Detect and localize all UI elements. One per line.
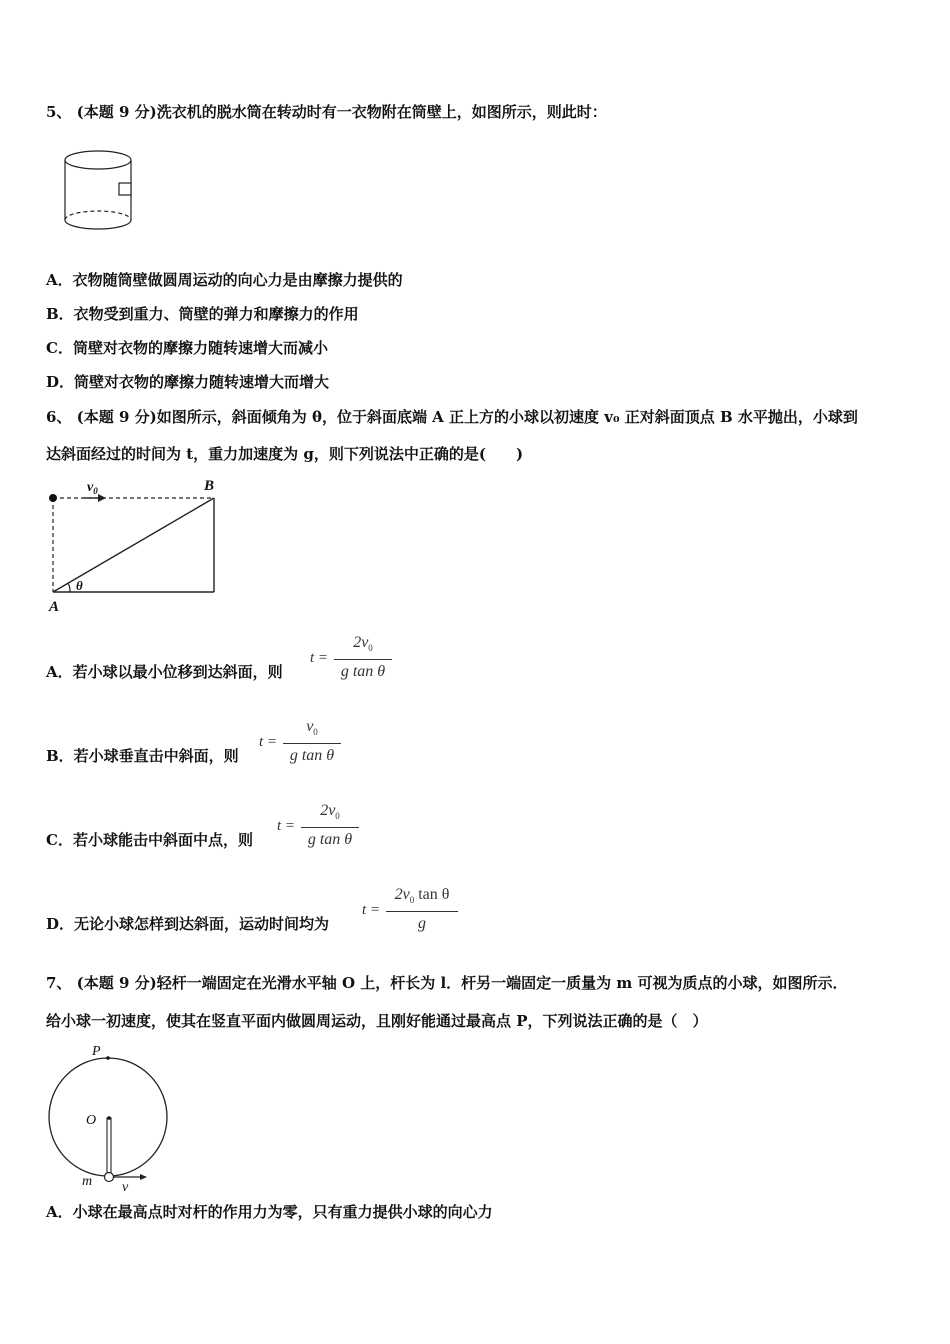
q6-option-a-text: A．若小球以最小位移到达斜面，则 bbox=[46, 663, 283, 681]
point-p-dot bbox=[106, 1056, 110, 1060]
v-label: v bbox=[122, 1180, 129, 1194]
a-label: A bbox=[49, 599, 60, 615]
q6-option-b-formula: t = $v_0$ g tan θ bbox=[259, 718, 349, 770]
q5-option-c: C．筒壁对衣物的摩擦力随转速增大而减小 bbox=[46, 339, 328, 357]
incline-figure bbox=[40, 474, 230, 616]
q6-option-c-formula: t = $2v_0$ g tan θ bbox=[277, 802, 367, 854]
q6-option-c-text: C．若小球能击中斜面中点，则 bbox=[46, 831, 253, 849]
drum-top-ellipse bbox=[65, 151, 131, 169]
q5-option-a: A．衣物随筒壁做圆周运动的向心力是由摩擦力提供的 bbox=[46, 271, 403, 289]
q7-option-a: A．小球在最高点时对杆的作用力为零，只有重力提供小球的向心力 bbox=[46, 1203, 493, 1221]
v-arrow-head bbox=[140, 1174, 147, 1180]
q6-option-d-text: D．无论小球怎样到达斜面，运动时间均为 bbox=[46, 915, 330, 933]
spin-dryer-figure bbox=[60, 146, 140, 238]
clothing-item bbox=[119, 183, 131, 195]
small-ball bbox=[105, 1173, 114, 1182]
velocity-arrow-head bbox=[98, 494, 106, 502]
drum-bottom-front bbox=[65, 220, 131, 229]
theta-arc bbox=[68, 583, 70, 592]
q6-option-b-text: B．若小球垂直击中斜面，则 bbox=[46, 747, 239, 765]
o-label: O bbox=[86, 1113, 97, 1128]
circular-motion-figure bbox=[40, 1036, 180, 1194]
v0-label: $v_0$ bbox=[87, 480, 98, 496]
q6-stem-line2: 达斜面经过的时间为 t，重力加速度为 g，则下列说法中正确的是( ) bbox=[46, 445, 524, 463]
b-label: B bbox=[204, 478, 215, 494]
q5-stem: 5、 (本题 9 分)洗衣机的脱水筒在转动时有一衣物附在筒壁上，如图所示，则此时： bbox=[46, 103, 607, 121]
rod bbox=[107, 1118, 111, 1175]
q6-stem-line1: 6、 (本题 9 分)如图所示，斜面倾角为 θ，位于斜面底端 A 正上方的小球以初速度 v₀ 正对斜面顶点 B 水平抛出，小球到 bbox=[46, 408, 858, 426]
q5-option-d: D．筒壁对衣物的摩擦力随转速增大而增大 bbox=[46, 373, 330, 391]
q6-option-d-formula: t = $2v_0$ tan θ g bbox=[362, 886, 462, 938]
pivot-o bbox=[107, 1116, 111, 1120]
ball bbox=[49, 494, 57, 502]
drum-bottom-back bbox=[65, 211, 131, 220]
m-label: m bbox=[82, 1174, 93, 1189]
q7-stem-line2: 给小球一初速度，使其在竖直平面内做圆周运动，且刚好能通过最高点 P，下列说法正确的是（ ） bbox=[46, 1012, 708, 1030]
q7-stem-line1: 7、 (本题 9 分)轻杆一端固定在光滑水平轴 O 上，杆长为 l．杆另一端固定一质量为 m 可视为质点的小球，如图所示． bbox=[46, 974, 848, 992]
q5-option-b: B．衣物受到重力、筒壁的弹力和摩擦力的作用 bbox=[46, 305, 359, 323]
p-label: P bbox=[92, 1044, 101, 1059]
theta-label: θ bbox=[76, 578, 83, 593]
q6-option-a-formula: t = $2v_0$ g tan θ bbox=[310, 634, 400, 686]
